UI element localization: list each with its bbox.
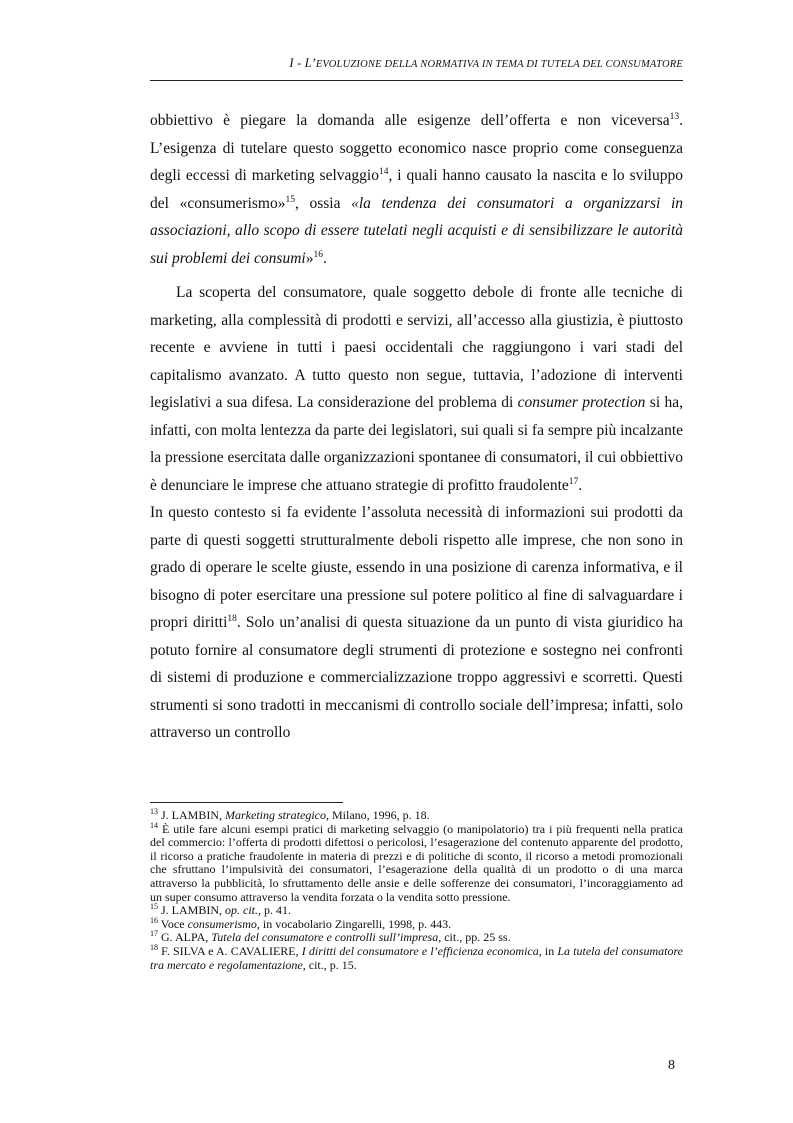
footnote-separator	[150, 802, 343, 803]
footnote-18-text-b: in	[541, 943, 558, 958]
footnote-ref-14[interactable]: 14	[378, 166, 389, 177]
footnote-16-number: 16	[150, 915, 158, 925]
p2-text-2: si ha, infatti, con molta lentezza da parte dei legislatori, sui quali si fa sempre più incalzante la pressione esercitata dalle organizzazioni spontanee di consumatori, il cui obbiettivo è denunciare le imprese che attuano strategie di profitto fraudolente	[150, 394, 683, 494]
footnote-ref-13[interactable]: 13	[669, 111, 680, 122]
header-rule	[150, 80, 683, 81]
footnote-15-title: op. cit.	[225, 903, 259, 918]
p1-text-1: obbiettivo è piegare la domanda alle esigenze dell’offerta e non viceversa	[150, 112, 670, 129]
p1-text-6: .	[322, 249, 327, 267]
footnote-16-text-a: Voce	[158, 916, 188, 931]
footnote-14-text: È utile fare alcuni esempi pratici di marketing selvaggio (o manipolatorio) tra i più frequenti nella pratica del commercio: l’offerta di prodotti difettosi o pericolosi, l’esagerazione del contenuto apparente del prodotto, il ricorso a pratiche fraudolente in materia di prezzi e di politiche di sconto, il ricorso a metodi promozionali che sfruttano l’impulsività dei consumatori, l’esagerazione della qualità di un prodotto o di una marca attraverso la pubblicità, lo sfruttamento delle ansie e delle sofferenze dei consumatori, l’incoraggiamento ad un super consumo attraverso la vendita forzata o la vendita sotto pressione.	[150, 821, 683, 904]
footnote-18-text-c: cit., p. 15.	[305, 957, 357, 972]
footnote-15-text-b: , p. 41.	[258, 903, 292, 918]
p2-text-1: La scoperta del consumatore, quale soggetto debole di fronte alle tecniche di marketing, alla complessità di prodotti e servizi, all’accesso alla giustizia, è piuttosto recente e avviene in tutti i paesi occidentali che raggiungono i vari stadi del capitalismo avanzato. A tutto questo non segue, tuttavia, l’adozione di interventi legislativi a sua difesa. La considerazione del problema di	[150, 284, 683, 411]
p2-emphasis: consumer protection	[517, 394, 646, 411]
footnote-17	[150, 931, 683, 945]
footnote-ref-15[interactable]: 15	[285, 194, 295, 205]
p1-text-3: , i quali hanno causato la nascita e lo sviluppo del «consumerismo»	[150, 167, 683, 212]
footnote-15-number: 15	[150, 902, 158, 912]
p3-text-2: . Solo un’analisi di questa situazione da un punto di vista giuridico ha potuto fornire al consumatore degli strumenti di protezione e sostegno nei confronti di sistemi di produzione e commercializzazione troppo aggressivi e scorretti. Questi strumenti si sono tradotti in meccanismi di controllo sociale dell’impresa; infatti, solo attraverso un controllo	[150, 614, 684, 741]
footnote-16-text-b: in vocabolario Zingarelli, 1998, p. 443.	[259, 916, 452, 931]
footnote-ref-17[interactable]: 17	[568, 476, 579, 487]
footnote-13-number: 13	[150, 807, 158, 816]
footnote-13-title: Marketing strategico,	[225, 808, 329, 822]
footnote-ref-18[interactable]: 18	[227, 613, 237, 624]
footnote-17-text-a: G. ALPA,	[158, 930, 212, 945]
footnote-17-number: 17	[150, 929, 158, 939]
footnote-16-term: consumerismo,	[187, 916, 260, 931]
footnote-15	[150, 904, 683, 918]
p3-text-1: In questo contesto si fa evidente l’assoluta necessità di informazioni sui prodotti da parte di questi soggetti strutturalmente deboli rispetto alle imprese, che non sono in grado di operare le scelte giuste, essendo in una posizione di carenza informativa, e il bisogno di poter esercitare una pressione sul potere politico al fine di salvaguardare i propri diritti	[150, 504, 683, 631]
paragraph-3	[150, 499, 683, 747]
header-title: EVOLUZIONE DELLA NORMATIVA IN TEMA DI TUTELA DEL CONSUMATORE	[315, 59, 683, 70]
p1-quote: «la tendenza dei consumatori a organizzarsi in associazioni, allo scopo di essere tutelati negli acquisti e di sensibilizzare le autorità sui problemi dei consumi	[150, 194, 684, 267]
footnote-14-number: 14	[150, 820, 158, 830]
footnote-13	[150, 809, 683, 823]
running-header	[150, 56, 683, 71]
p1-text-4: , ossia	[294, 194, 352, 212]
p1-text-5: »	[305, 249, 314, 267]
footnote-13-text-b: Milano, 1996, p. 18.	[329, 808, 430, 822]
p1-text-2: . L’esigenza di tutelare questo soggetto economico nasce proprio come conseguenza degli eccessi di marketing selvaggio	[150, 112, 683, 184]
footnote-18-number: 18	[150, 942, 158, 952]
footnotes	[150, 809, 683, 972]
paragraph-1	[150, 107, 683, 272]
header-chapter: I - L’	[289, 56, 316, 70]
footnote-17-text-b: , cit., pp. 25 ss.	[438, 930, 511, 945]
p2-text-3: .	[578, 476, 583, 494]
footnote-18-title-2: La tutela del consumatore tra mercato e regolamentazione,	[150, 943, 683, 972]
body-text	[150, 107, 683, 747]
footnote-15-text-a: J. LAMBIN,	[158, 903, 226, 918]
footnote-ref-16[interactable]: 16	[313, 249, 323, 260]
footnote-18-title: I diritti del consumatore e l’efficienza economica,	[301, 943, 542, 958]
paragraph-2	[150, 279, 683, 499]
footnote-14	[150, 820, 683, 905]
footnote-18-text-a: F. SILVA e A. CAVALIERE,	[158, 943, 302, 958]
page-number: 8	[668, 1058, 675, 1073]
footnote-13-text-a: J. LAMBIN,	[158, 808, 226, 822]
footnote-18	[150, 942, 683, 972]
footnote-17-title: Tutela del consumatore e controlli sull’impresa	[211, 930, 439, 945]
